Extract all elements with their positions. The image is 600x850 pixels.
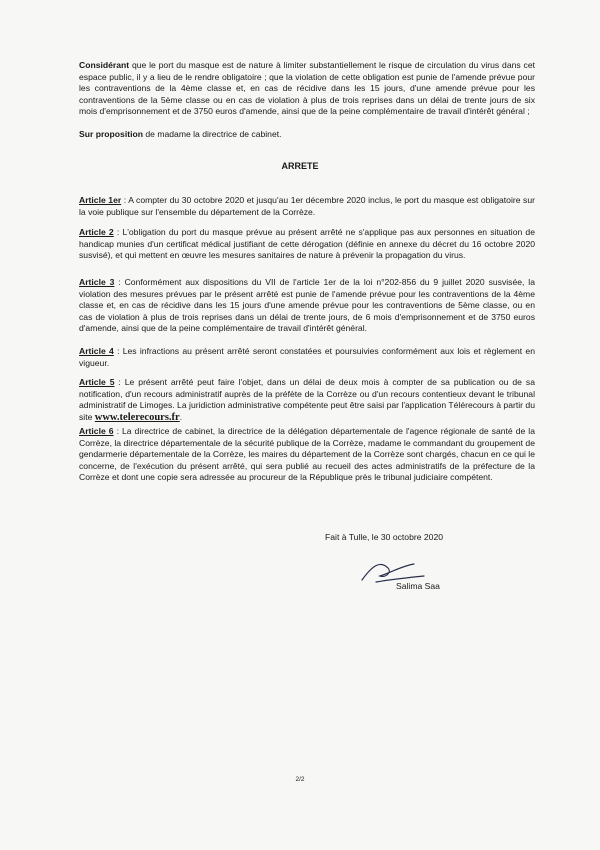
- article-text: : A compter du 30 octobre 2020 et jusqu'au 1er décembre 2020 inclus, le port du masque est obligatoire sur la voie publique sur l'ensemble du département de la Corrèze.: [79, 195, 535, 217]
- article-text: : Le présent arrêté peut faire l'objet, dans un délai de deux mois à compter de sa publication ou de sa notification, d'un recours administratif auprès de la préfète de la Corrèze ou d'un recours contentieux devant le tribunal administratif de Limoges. La juridiction administrative compétente peut être saisi par l'application Télérecours à partir du site: [79, 377, 535, 422]
- proposition-text: de madame la directrice de cabinet.: [142, 129, 282, 139]
- article-3: [79, 277, 535, 335]
- article-tail: .: [179, 411, 183, 422]
- signature-place-date: Fait à Tulle, le 30 octobre 2020: [325, 532, 444, 542]
- article-2: [79, 227, 535, 262]
- article-label: Article 3: [79, 277, 115, 287]
- article-6: [79, 426, 535, 484]
- article-text: : L'obligation du port du masque prévue au présent arrêté ne s'applique pas aux personnes en situation de handicap munies d'un certificat médical justifiant de cette dérogation (définie en annexe du décret du 16 octobre 2020 susvisé), et qui mettent en œuvre les mesures sanitaires de nature à prévenir la propagation du virus.: [79, 227, 535, 261]
- proposition-lead: Sur proposition: [79, 129, 143, 139]
- article-label: Article 1er: [79, 195, 122, 205]
- considerant-paragraph: [79, 60, 535, 118]
- article-label: Article 4: [79, 346, 114, 356]
- article-4: [79, 346, 535, 369]
- proposition-paragraph: [79, 129, 535, 141]
- page-title: ARRETE: [281, 161, 319, 171]
- article-label: Article 5: [79, 377, 115, 387]
- signatory-name: Salima Saa: [396, 581, 440, 591]
- telerecours-link[interactable]: www.telerecours.fr: [94, 411, 180, 423]
- article-1: [79, 195, 535, 218]
- article-text: : La directrice de cabinet, la directrice de la délégation départementale de l'agence régionale de santé de la Corrèze, la directrice départementale de la sécurité publique de la Corrèze, madame le commandant du groupement de gendarmerie départementale de la Corrèze, les maires du département de la Corrèze sont chargés, chacun en ce qui le concerne, de l'exécution du présent arrêté, qui sera publié au recueil des actes administratifs de la préfecture de la Corrèze et dont une copie sera adressée au procureur de la République près le tribunal judiciaire compétent.: [79, 426, 535, 483]
- article-text: : Les infractions au présent arrêté seront constatées et poursuivies conformément aux lois et règlement en vigueur.: [79, 346, 535, 368]
- article-label: Article 2: [79, 227, 114, 237]
- article-label: Article 6: [79, 426, 114, 436]
- article-text: : Conformément aux dispositions du VII de l'article 1er de la loi n°202-856 du 9 juillet 2020 susvisée, la violation des mesures prévues par le présent arrêté est punie de l'amende prévue pour les contraventions de la 4ème classe et, en cas de récidive dans les 15 jours d'une amende prévue pour les contraventions de 5ème classe, ou en cas de violation à plus de trois reprises dans un délai de trente jours, de 6 mois d'emprisonnement et de 3750 euros d'amende, ainsi que de la peine complémentaire de travail d'intérêt général.: [79, 277, 535, 334]
- page-number: 2/2: [295, 776, 305, 783]
- article-5: [79, 377, 535, 423]
- considerant-text: que le port du masque est de nature à limiter substantiellement le risque de circulation du virus dans cet espace public, il y a lieu de le rendre obligatoire ; que la violation de cette obligation est punie de l'amende prévue pour les contraventions de la 4ème classe et, en cas de récidive dans les 15 jours, d'une amende prévue pour les contraventions de la 5ème classe ou en cas de violation à plus de trois reprises dans un délai de trente jours de six mois d'emprisonnement et de 3750 euros d'amende, ainsi que de la peine complémentaire de travail d'intérêt général ;: [79, 60, 535, 117]
- considerant-lead: Considérant: [79, 60, 130, 70]
